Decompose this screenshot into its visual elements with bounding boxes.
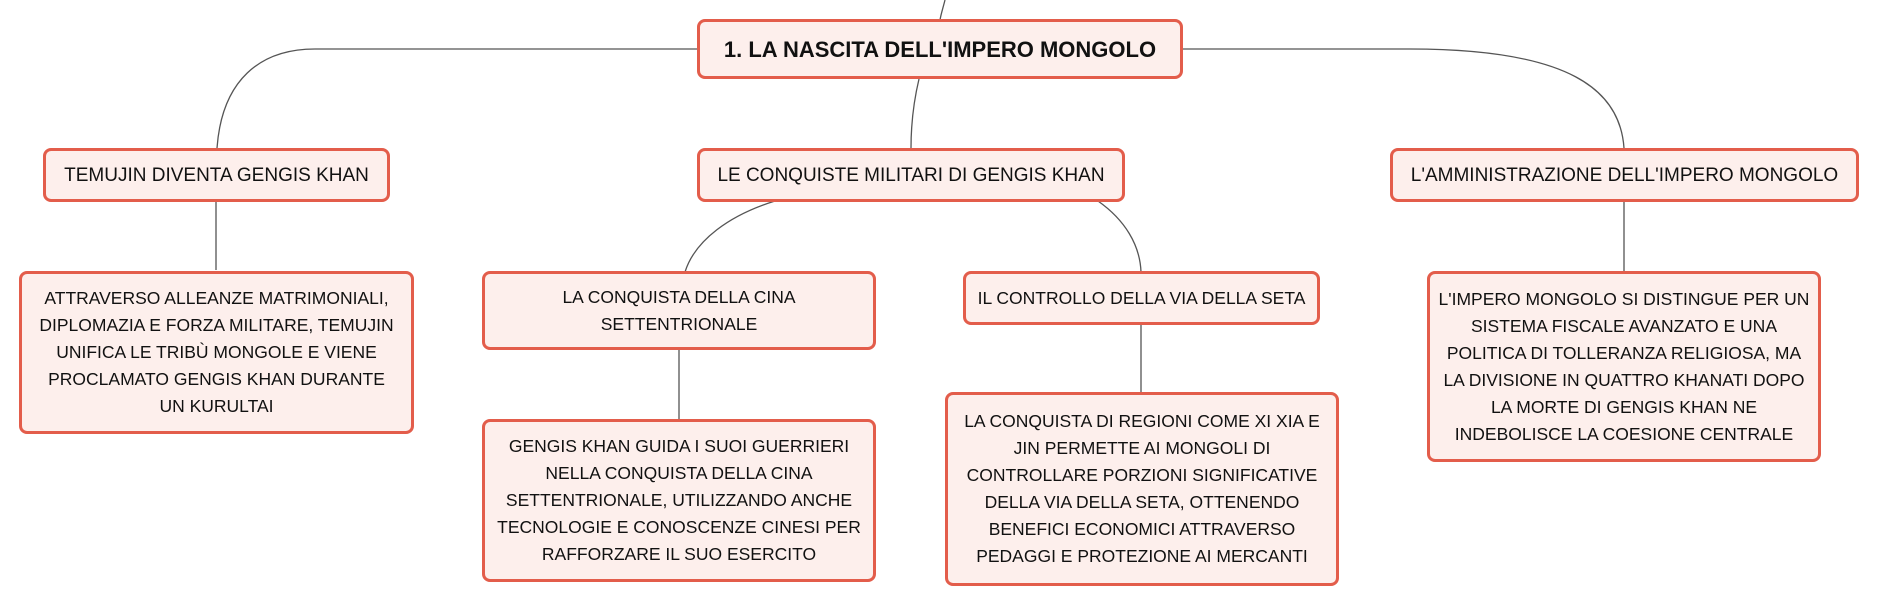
topic-amministrazione-label: L'AMMINISTRAZIONE DELL'IMPERO MONGOLO [1410,164,1839,186]
topic-temujin-label: TEMUJIN DIVENTA GENGIS KHAN [64,164,369,186]
root-topic-label: 1. LA NASCITA DELL'IMPERO MONGOLO [723,36,1157,62]
topic-conquiste[interactable] [697,148,1125,202]
connector-conquests-to-seta [1098,201,1141,272]
detail-cina-text: GENGIS KHAN GUIDA I SUOI GUERRIERI NELLA CONQUISTA DELLA CINA SETTENTRIONALE, UTILIZZANDO ANCHE TECNOLOGIE E CONOSCENZE CINESI PER RAFFORZARE IL SUO ESERCITO [497,436,861,564]
detail-amministrazione[interactable] [1427,271,1821,462]
detail-seta-text: LA CONQUISTA DI REGIONI COME XI XIA E JIN PERMETTE AI MONGOLI DI CONTROLLARE PORZIONI SIGNIFICATIVE DELLA VIA DELLA SETA, OTTENENDO BENEFICI ECONOMICI ATTRAVERSO PEDAGGI E PROTEZIONE AI MERCANTI [964,411,1320,566]
connector-conquests-to-cina [685,201,775,272]
detail-seta[interactable] [945,392,1339,586]
subtopic-seta[interactable] [963,271,1320,325]
connector-root-to-admin [1183,49,1624,148]
detail-cina[interactable] [482,419,876,582]
connector-root-to-conquests [911,79,919,148]
subtopic-seta-label: IL CONTROLLO DELLA VIA DELLA SETA [977,287,1306,308]
topic-conquiste-label: LE CONQUISTE MILITARI DI GENGIS KHAN [717,164,1105,186]
detail-temujin[interactable] [19,271,414,434]
root-topic[interactable] [697,19,1183,79]
detail-temujin-text: ATTRAVERSO ALLEANZE MATRIMONIALI, DIPLOMAZIA E FORZA MILITARE, TEMUJIN UNIFICA LE TRIBÙ MONGOLE E VIENE PROCLAMATO GENGIS KHAN DURANTE UN KURULTAI [39,288,394,416]
connector-top-stub [940,0,945,20]
topic-amministrazione[interactable] [1390,148,1859,202]
connector-root-to-temujin [217,49,697,148]
subtopic-cina-label: LA CONQUISTA DELLA CINA SETTENTRIONALE [562,286,796,334]
subtopic-cina[interactable] [482,271,876,350]
topic-temujin[interactable] [43,148,390,202]
detail-amministrazione-text: L'IMPERO MONGOLO SI DISTINGUE PER UN SISTEMA FISCALE AVANZATO E UNA POLITICA DI TOLLERANZA RELIGIOSA, MA LA DIVISIONE IN QUATTRO KHANATI DOPO LA MORTE DI GENGIS KHAN NE INDEBOLISCE LA COESIONE CENTRALE [1438,288,1810,444]
